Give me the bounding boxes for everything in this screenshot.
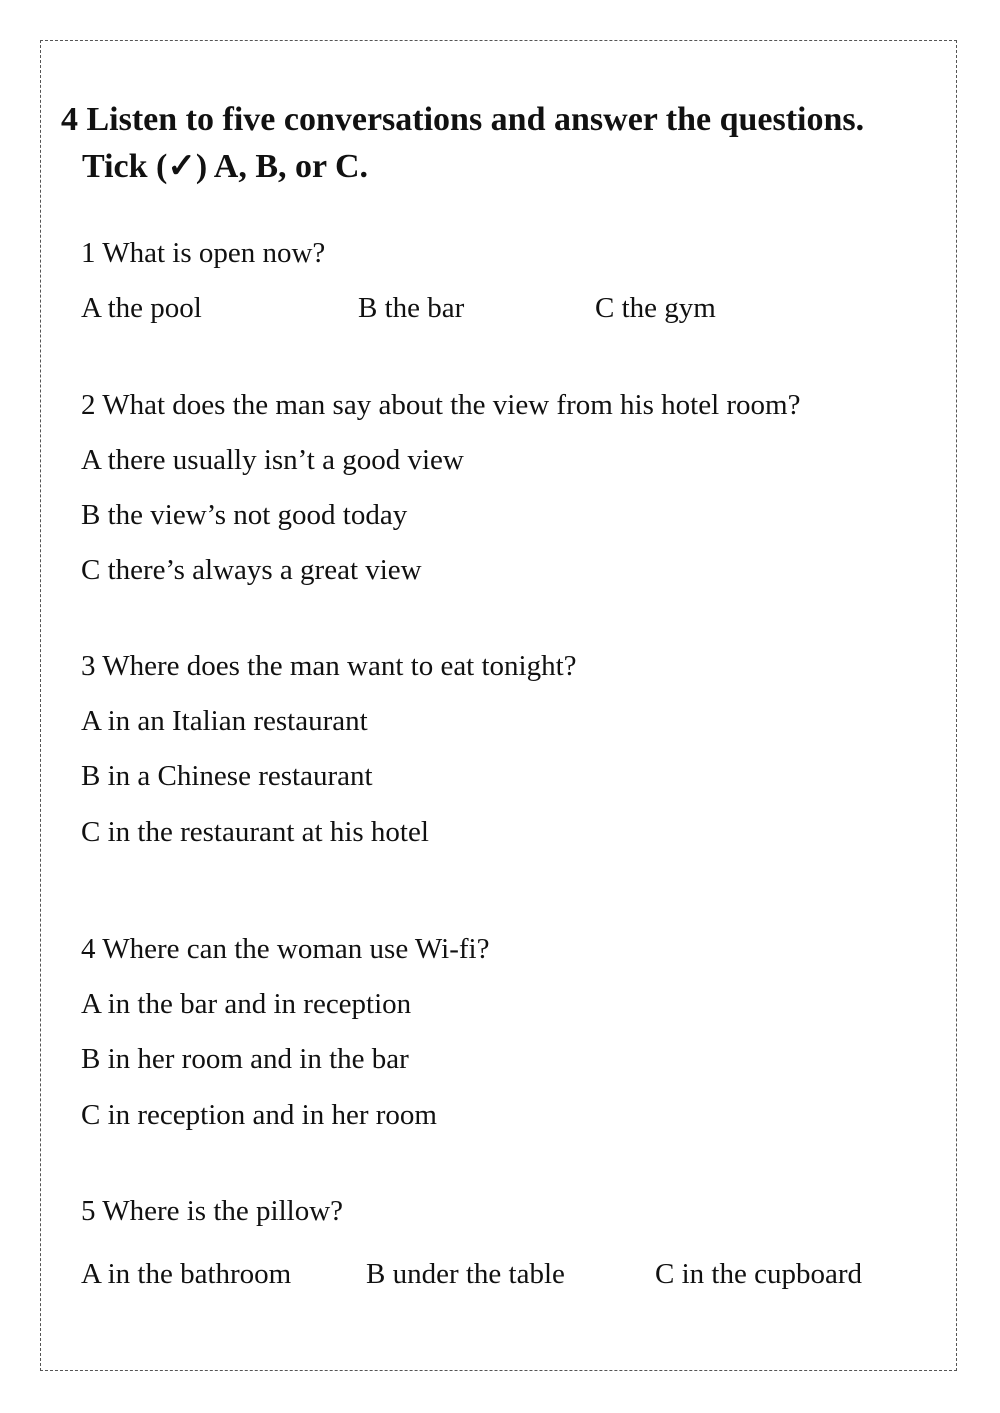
- question-1-option-a[interactable]: A the pool: [81, 292, 202, 324]
- question-1-option-b[interactable]: B the bar: [358, 292, 465, 324]
- question-5-prompt: 5 Where is the pillow?: [81, 1195, 344, 1227]
- question-1-option-c[interactable]: C the gym: [595, 292, 716, 324]
- question-4-option-c[interactable]: C in reception and in her room: [81, 1099, 437, 1131]
- question-5-option-a[interactable]: A in the bathroom: [81, 1258, 292, 1290]
- question-3-option-a[interactable]: A in an Italian restaurant: [81, 705, 368, 737]
- question-4-option-a[interactable]: A in the bar and in reception: [81, 988, 412, 1020]
- question-5-option-b[interactable]: B under the table: [366, 1258, 565, 1290]
- question-3-prompt: 3 Where does the man want to eat tonight?: [81, 650, 577, 682]
- instruction-tick-line: Tick (✓) A, B, or C.: [82, 148, 369, 185]
- question-2-prompt: 2 What does the man say about the view from his hotel room?: [81, 389, 801, 421]
- question-4-prompt: 4 Where can the woman use Wi-fi?: [81, 933, 490, 965]
- question-2-option-a[interactable]: A there usually isn’t a good view: [81, 444, 464, 476]
- question-1-prompt: 1 What is open now?: [81, 237, 326, 269]
- question-5-option-c[interactable]: C in the cupboard: [655, 1258, 862, 1290]
- question-4-option-b[interactable]: B in her room and in the bar: [81, 1043, 409, 1075]
- question-3-option-b[interactable]: B in a Chinese restaurant: [81, 760, 373, 792]
- question-2-option-c[interactable]: C there’s always a great view: [81, 554, 422, 586]
- instruction-title: 4 Listen to five conversations and answer the questions.: [61, 101, 865, 138]
- question-3-option-c[interactable]: C in the restaurant at his hotel: [81, 816, 429, 848]
- question-2-option-b[interactable]: B the view’s not good today: [81, 499, 408, 531]
